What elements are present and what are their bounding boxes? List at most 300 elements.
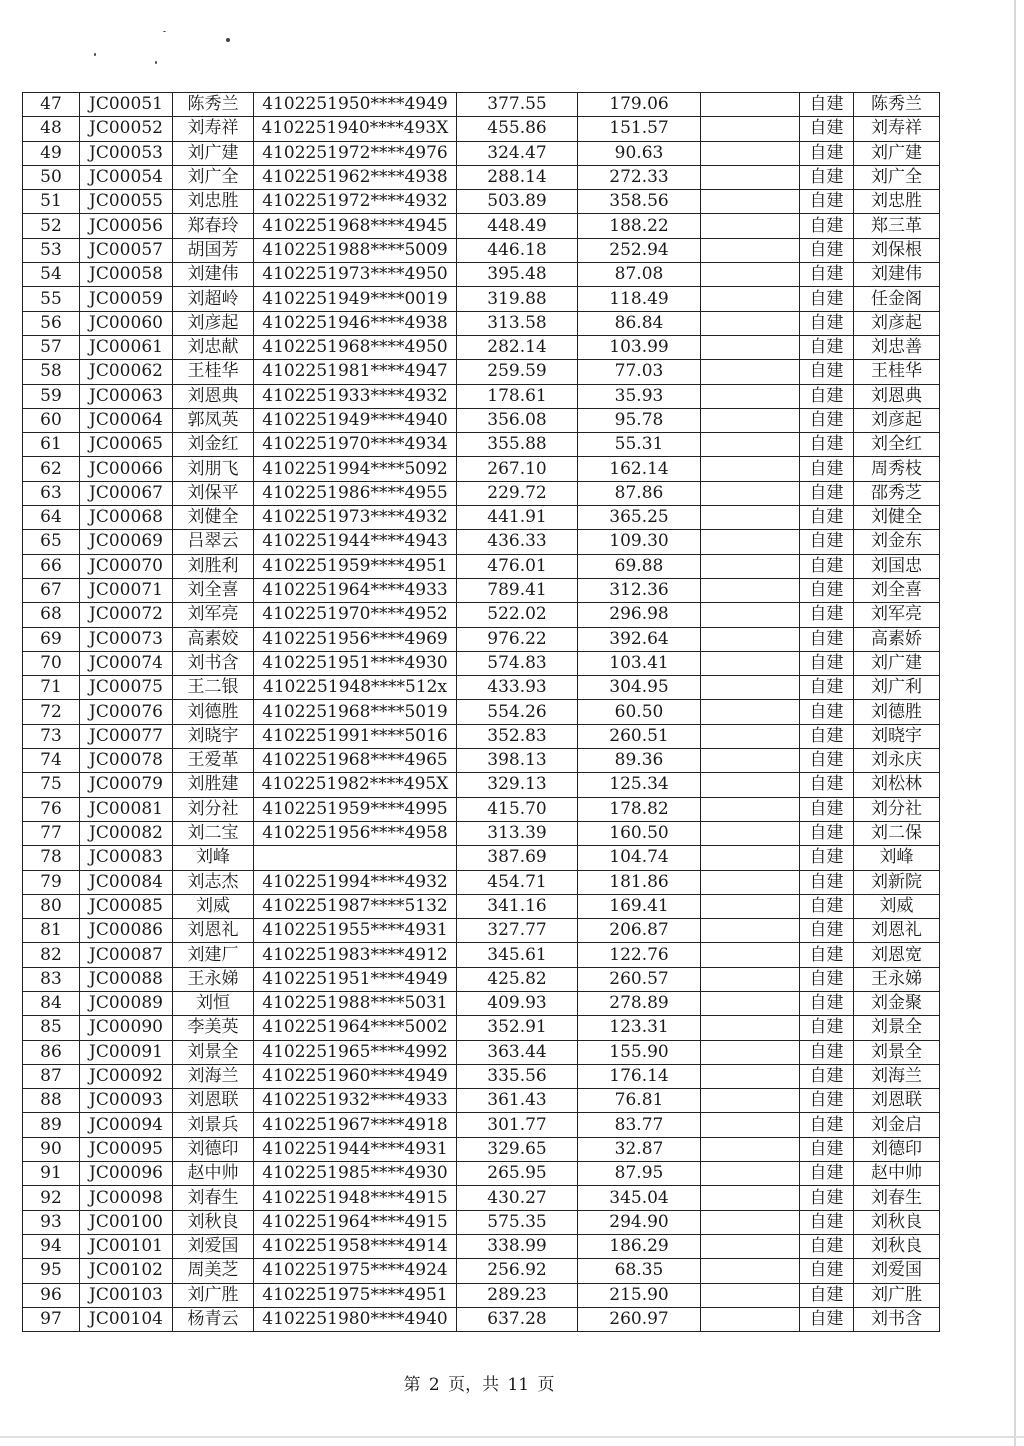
building-area-cell: 272.33: [578, 165, 701, 189]
table-row: [23, 919, 940, 943]
total-area-cell: 448.49: [457, 214, 578, 238]
scan-bottom-edge: [0, 1436, 1024, 1438]
owner-name-cell: 刘军亮: [173, 603, 254, 627]
total-area-cell: 976.22: [457, 627, 578, 651]
building-area-cell: 89.36: [578, 749, 701, 773]
owner-name-cell: 杨青云: [173, 1307, 254, 1331]
table-row: [23, 943, 940, 967]
total-area-cell: 256.92: [457, 1259, 578, 1283]
blank-cell-cell: [701, 846, 800, 870]
id-number-cell: 4102251959****4951: [254, 554, 457, 578]
registrant-name-cell: 刘广全: [854, 165, 940, 189]
registrant-name-cell: 刘保根: [854, 238, 940, 262]
total-area-cell: 282.14: [457, 335, 578, 359]
total-area-cell: 409.93: [457, 991, 578, 1015]
blank-cell-cell: [701, 724, 800, 748]
registrant-name-cell: 刘景全: [854, 1040, 940, 1064]
table-row: [23, 408, 940, 432]
build-type-cell: 自建: [800, 1089, 854, 1113]
scan-right-edge: [1014, 0, 1016, 1446]
id-number-cell: 4102251948****4915: [254, 1186, 457, 1210]
build-type-cell: 自建: [800, 749, 854, 773]
owner-name-cell: 刘景全: [173, 1040, 254, 1064]
registrant-name-cell: 刘金东: [854, 530, 940, 554]
row-number-cell: 90: [23, 1137, 80, 1161]
registrant-name-cell: 刘寿祥: [854, 117, 940, 141]
table-row: [23, 603, 940, 627]
owner-name-cell: 刘忠胜: [173, 190, 254, 214]
blank-cell-cell: [701, 773, 800, 797]
id-number-cell: 4102251958****4914: [254, 1234, 457, 1258]
building-area-cell: 296.98: [578, 603, 701, 627]
id-number-cell: 4102251981****4947: [254, 360, 457, 384]
build-type-cell: 自建: [800, 1283, 854, 1307]
blank-cell-cell: [701, 578, 800, 602]
id-number-cell: 4102251956****4969: [254, 627, 457, 651]
row-number-cell: 63: [23, 481, 80, 505]
table-row: [23, 117, 940, 141]
total-area-cell: 415.70: [457, 797, 578, 821]
blank-cell-cell: [701, 651, 800, 675]
scan-speck: [155, 61, 157, 64]
blank-cell-cell: [701, 1162, 800, 1186]
building-area-cell: 260.57: [578, 967, 701, 991]
registrant-name-cell: 刘威: [854, 894, 940, 918]
registrant-name-cell: 刘忠胜: [854, 190, 940, 214]
row-number-cell: 93: [23, 1210, 80, 1234]
table-row: [23, 1259, 940, 1283]
build-type-cell: 自建: [800, 93, 854, 117]
row-number-cell: 82: [23, 943, 80, 967]
owner-name-cell: 刘威: [173, 894, 254, 918]
build-type-cell: 自建: [800, 578, 854, 602]
blank-cell-cell: [701, 457, 800, 481]
registrant-name-cell: 刘恩宽: [854, 943, 940, 967]
row-number-cell: 91: [23, 1162, 80, 1186]
blank-cell-cell: [701, 1137, 800, 1161]
building-area-cell: 206.87: [578, 919, 701, 943]
row-number-cell: 60: [23, 408, 80, 432]
row-number-cell: 52: [23, 214, 80, 238]
build-type-cell: 自建: [800, 724, 854, 748]
total-area-cell: 395.48: [457, 263, 578, 287]
table-row: [23, 141, 940, 165]
build-type-cell: 自建: [800, 700, 854, 724]
registrant-name-cell: 刘海兰: [854, 1064, 940, 1088]
build-type-cell: 自建: [800, 1137, 854, 1161]
build-type-cell: 自建: [800, 1064, 854, 1088]
build-type-cell: 自建: [800, 360, 854, 384]
total-area-cell: 289.23: [457, 1283, 578, 1307]
record-code-cell: JC00056: [80, 214, 173, 238]
blank-cell-cell: [701, 481, 800, 505]
blank-cell-cell: [701, 263, 800, 287]
build-type-cell: 自建: [800, 1259, 854, 1283]
build-type-cell: 自建: [800, 190, 854, 214]
row-number-cell: 70: [23, 651, 80, 675]
table-row: [23, 1113, 940, 1137]
build-type-cell: 自建: [800, 919, 854, 943]
row-number-cell: 57: [23, 335, 80, 359]
id-number-cell: 4102251994****4932: [254, 870, 457, 894]
build-type-cell: 自建: [800, 384, 854, 408]
owner-name-cell: 刘寿祥: [173, 117, 254, 141]
id-number-cell: 4102251968****4945: [254, 214, 457, 238]
build-type-cell: 自建: [800, 481, 854, 505]
total-area-cell: 387.69: [457, 846, 578, 870]
blank-cell-cell: [701, 1210, 800, 1234]
registrant-name-cell: 高素娇: [854, 627, 940, 651]
blank-cell-cell: [701, 165, 800, 189]
id-number-cell: 4102251975****4924: [254, 1259, 457, 1283]
record-code-cell: JC00057: [80, 238, 173, 262]
id-number-cell: 4102251973****4932: [254, 506, 457, 530]
blank-cell-cell: [701, 894, 800, 918]
owner-name-cell: 刘广胜: [173, 1283, 254, 1307]
building-area-cell: 358.56: [578, 190, 701, 214]
total-area-cell: 789.41: [457, 578, 578, 602]
registrant-name-cell: 刘永庆: [854, 749, 940, 773]
total-area-cell: 398.13: [457, 749, 578, 773]
row-number-cell: 54: [23, 263, 80, 287]
build-type-cell: 自建: [800, 1307, 854, 1331]
building-area-cell: 260.51: [578, 724, 701, 748]
blank-cell-cell: [701, 1016, 800, 1040]
id-number-cell: 4102251964****5002: [254, 1016, 457, 1040]
table-row: [23, 749, 940, 773]
build-type-cell: 自建: [800, 1210, 854, 1234]
build-type-cell: 自建: [800, 1016, 854, 1040]
id-number-cell: 4102251970****4934: [254, 433, 457, 457]
scan-speck: [163, 31, 166, 32]
building-area-cell: 87.95: [578, 1162, 701, 1186]
row-number-cell: 86: [23, 1040, 80, 1064]
blank-cell-cell: [701, 1283, 800, 1307]
table-row: [23, 894, 940, 918]
id-number-cell: 4102251950****4949: [254, 93, 457, 117]
build-type-cell: 自建: [800, 1113, 854, 1137]
table-row: [23, 530, 940, 554]
table-row: [23, 627, 940, 651]
table-row: [23, 1016, 940, 1040]
row-number-cell: 62: [23, 457, 80, 481]
page-footer: 第 2 页，共 11 页: [403, 1375, 555, 1395]
owner-name-cell: 赵中帅: [173, 1162, 254, 1186]
registrant-name-cell: 赵中帅: [854, 1162, 940, 1186]
registrant-name-cell: 刘恩联: [854, 1089, 940, 1113]
id-number-cell: 4102251949****4940: [254, 408, 457, 432]
record-code-cell: JC00095: [80, 1137, 173, 1161]
table-row: [23, 1064, 940, 1088]
record-code-cell: JC00053: [80, 141, 173, 165]
owner-name-cell: 胡国芳: [173, 238, 254, 262]
table-row: [23, 93, 940, 117]
blank-cell-cell: [701, 991, 800, 1015]
registrant-name-cell: 刘景全: [854, 1016, 940, 1040]
row-number-cell: 79: [23, 870, 80, 894]
owner-name-cell: 刘建伟: [173, 263, 254, 287]
owner-name-cell: 刘全喜: [173, 578, 254, 602]
land-ledger-table: [22, 92, 940, 1332]
record-code-cell: JC00101: [80, 1234, 173, 1258]
id-number-cell: 4102251980****4940: [254, 1307, 457, 1331]
id-number-cell: 4102251973****4950: [254, 263, 457, 287]
building-area-cell: 76.81: [578, 1089, 701, 1113]
total-area-cell: 522.02: [457, 603, 578, 627]
building-area-cell: 365.25: [578, 506, 701, 530]
record-code-cell: JC00064: [80, 408, 173, 432]
row-number-cell: 73: [23, 724, 80, 748]
total-area-cell: 455.86: [457, 117, 578, 141]
total-area-cell: 329.13: [457, 773, 578, 797]
row-number-cell: 59: [23, 384, 80, 408]
record-code-cell: JC00075: [80, 676, 173, 700]
owner-name-cell: 高素姣: [173, 627, 254, 651]
owner-name-cell: 刘金红: [173, 433, 254, 457]
row-number-cell: 94: [23, 1234, 80, 1258]
owner-name-cell: 郭凤英: [173, 408, 254, 432]
registrant-name-cell: 刘书含: [854, 1307, 940, 1331]
id-number-cell: 4102251940****493X: [254, 117, 457, 141]
build-type-cell: 自建: [800, 1186, 854, 1210]
blank-cell-cell: [701, 1089, 800, 1113]
building-area-cell: 125.34: [578, 773, 701, 797]
table-row: [23, 821, 940, 845]
total-area-cell: 503.89: [457, 190, 578, 214]
record-code-cell: JC00085: [80, 894, 173, 918]
blank-cell-cell: [701, 919, 800, 943]
record-code-cell: JC00060: [80, 311, 173, 335]
owner-name-cell: 王永娣: [173, 967, 254, 991]
record-code-cell: JC00083: [80, 846, 173, 870]
blank-cell-cell: [701, 1064, 800, 1088]
building-area-cell: 155.90: [578, 1040, 701, 1064]
table-row: [23, 1162, 940, 1186]
registrant-name-cell: 刘建伟: [854, 263, 940, 287]
id-number-cell: 4102251972****4976: [254, 141, 457, 165]
owner-name-cell: 刘海兰: [173, 1064, 254, 1088]
table-row: [23, 1186, 940, 1210]
blank-cell-cell: [701, 1186, 800, 1210]
registrant-name-cell: 刘国忠: [854, 554, 940, 578]
row-number-cell: 48: [23, 117, 80, 141]
record-code-cell: JC00092: [80, 1064, 173, 1088]
owner-name-cell: 刘书含: [173, 651, 254, 675]
registrant-name-cell: 郑三革: [854, 214, 940, 238]
total-area-cell: 436.33: [457, 530, 578, 554]
build-type-cell: 自建: [800, 1040, 854, 1064]
building-area-cell: 162.14: [578, 457, 701, 481]
build-type-cell: 自建: [800, 506, 854, 530]
record-code-cell: JC00103: [80, 1283, 173, 1307]
build-type-cell: 自建: [800, 651, 854, 675]
building-area-cell: 35.93: [578, 384, 701, 408]
build-type-cell: 自建: [800, 773, 854, 797]
building-area-cell: 60.50: [578, 700, 701, 724]
registrant-name-cell: 刘忠善: [854, 335, 940, 359]
blank-cell-cell: [701, 1307, 800, 1331]
scan-speck: [226, 38, 230, 42]
table-row: [23, 190, 940, 214]
record-code-cell: JC00087: [80, 943, 173, 967]
blank-cell-cell: [701, 506, 800, 530]
build-type-cell: 自建: [800, 821, 854, 845]
owner-name-cell: 刘志杰: [173, 870, 254, 894]
total-area-cell: 338.99: [457, 1234, 578, 1258]
blank-cell-cell: [701, 311, 800, 335]
building-area-cell: 55.31: [578, 433, 701, 457]
table-row: [23, 311, 940, 335]
row-number-cell: 56: [23, 311, 80, 335]
total-area-cell: 324.47: [457, 141, 578, 165]
owner-name-cell: 陈秀兰: [173, 93, 254, 117]
record-code-cell: JC00084: [80, 870, 173, 894]
blank-cell-cell: [701, 554, 800, 578]
registrant-name-cell: 刘晓宇: [854, 724, 940, 748]
record-code-cell: JC00073: [80, 627, 173, 651]
record-code-cell: JC00065: [80, 433, 173, 457]
building-area-cell: 179.06: [578, 93, 701, 117]
table-row: [23, 1283, 940, 1307]
record-code-cell: JC00077: [80, 724, 173, 748]
build-type-cell: 自建: [800, 554, 854, 578]
table-row: [23, 1210, 940, 1234]
blank-cell-cell: [701, 676, 800, 700]
registrant-name-cell: 刘恩礼: [854, 919, 940, 943]
table-row: [23, 700, 940, 724]
record-code-cell: JC00055: [80, 190, 173, 214]
row-number-cell: 92: [23, 1186, 80, 1210]
registrant-name-cell: 刘广利: [854, 676, 940, 700]
record-code-cell: JC00098: [80, 1186, 173, 1210]
id-number-cell: [254, 846, 457, 870]
id-number-cell: 4102251960****4949: [254, 1064, 457, 1088]
registrant-name-cell: 周秀枝: [854, 457, 940, 481]
id-number-cell: 4102251949****0019: [254, 287, 457, 311]
blank-cell-cell: [701, 700, 800, 724]
registrant-name-cell: 刘分社: [854, 797, 940, 821]
id-number-cell: 4102251948****512x: [254, 676, 457, 700]
row-number-cell: 95: [23, 1259, 80, 1283]
blank-cell-cell: [701, 384, 800, 408]
owner-name-cell: 吕翠云: [173, 530, 254, 554]
id-number-cell: 4102251985****4930: [254, 1162, 457, 1186]
total-area-cell: 352.83: [457, 724, 578, 748]
record-code-cell: JC00091: [80, 1040, 173, 1064]
registrant-name-cell: 刘金聚: [854, 991, 940, 1015]
registrant-name-cell: 刘松林: [854, 773, 940, 797]
record-code-cell: JC00070: [80, 554, 173, 578]
owner-name-cell: 刘广建: [173, 141, 254, 165]
id-number-cell: 4102251956****4958: [254, 821, 457, 845]
total-area-cell: 313.39: [457, 821, 578, 845]
table-row: [23, 651, 940, 675]
id-number-cell: 4102251944****4931: [254, 1137, 457, 1161]
building-area-cell: 160.50: [578, 821, 701, 845]
build-type-cell: 自建: [800, 991, 854, 1015]
building-area-cell: 215.90: [578, 1283, 701, 1307]
row-number-cell: 75: [23, 773, 80, 797]
total-area-cell: 288.14: [457, 165, 578, 189]
building-area-cell: 77.03: [578, 360, 701, 384]
building-area-cell: 109.30: [578, 530, 701, 554]
id-number-cell: 4102251968****4965: [254, 749, 457, 773]
owner-name-cell: 刘德印: [173, 1137, 254, 1161]
record-code-cell: JC00081: [80, 797, 173, 821]
record-code-cell: JC00058: [80, 263, 173, 287]
build-type-cell: 自建: [800, 408, 854, 432]
registrant-name-cell: 刘金启: [854, 1113, 940, 1137]
building-area-cell: 176.14: [578, 1064, 701, 1088]
table-row: [23, 846, 940, 870]
build-type-cell: 自建: [800, 1162, 854, 1186]
table-row: [23, 797, 940, 821]
table-row: [23, 1040, 940, 1064]
owner-name-cell: 刘建厂: [173, 943, 254, 967]
record-code-cell: JC00089: [80, 991, 173, 1015]
owner-name-cell: 刘春生: [173, 1186, 254, 1210]
blank-cell-cell: [701, 238, 800, 262]
ledger-body: [23, 93, 940, 1332]
registrant-name-cell: 刘全红: [854, 433, 940, 457]
build-type-cell: 自建: [800, 238, 854, 262]
id-number-cell: 4102251959****4995: [254, 797, 457, 821]
table-row: [23, 1089, 940, 1113]
building-area-cell: 345.04: [578, 1186, 701, 1210]
id-number-cell: 4102251972****4932: [254, 190, 457, 214]
total-area-cell: 361.43: [457, 1089, 578, 1113]
id-number-cell: 4102251964****4915: [254, 1210, 457, 1234]
building-area-cell: 87.86: [578, 481, 701, 505]
registrant-name-cell: 任金阁: [854, 287, 940, 311]
record-code-cell: JC00086: [80, 919, 173, 943]
row-number-cell: 65: [23, 530, 80, 554]
building-area-cell: 278.89: [578, 991, 701, 1015]
record-code-cell: JC00074: [80, 651, 173, 675]
registrant-name-cell: 刘新院: [854, 870, 940, 894]
building-area-cell: 392.64: [578, 627, 701, 651]
id-number-cell: 4102251932****4933: [254, 1089, 457, 1113]
blank-cell-cell: [701, 117, 800, 141]
total-area-cell: 301.77: [457, 1113, 578, 1137]
blank-cell-cell: [701, 603, 800, 627]
blank-cell-cell: [701, 335, 800, 359]
total-area-cell: 425.82: [457, 967, 578, 991]
row-number-cell: 85: [23, 1016, 80, 1040]
total-area-cell: 454.71: [457, 870, 578, 894]
total-area-cell: 355.88: [457, 433, 578, 457]
blank-cell-cell: [701, 821, 800, 845]
blank-cell-cell: [701, 797, 800, 821]
build-type-cell: 自建: [800, 165, 854, 189]
registrant-name-cell: 王桂华: [854, 360, 940, 384]
building-area-cell: 304.95: [578, 676, 701, 700]
record-code-cell: JC00100: [80, 1210, 173, 1234]
owner-name-cell: 刘德胜: [173, 700, 254, 724]
table-row: [23, 481, 940, 505]
building-area-cell: 122.76: [578, 943, 701, 967]
row-number-cell: 81: [23, 919, 80, 943]
table-row: [23, 1137, 940, 1161]
owner-name-cell: 刘朋飞: [173, 457, 254, 481]
build-type-cell: 自建: [800, 335, 854, 359]
total-area-cell: 441.91: [457, 506, 578, 530]
record-code-cell: JC00076: [80, 700, 173, 724]
registrant-name-cell: 刘峰: [854, 846, 940, 870]
blank-cell-cell: [701, 943, 800, 967]
total-area-cell: 319.88: [457, 287, 578, 311]
total-area-cell: 229.72: [457, 481, 578, 505]
